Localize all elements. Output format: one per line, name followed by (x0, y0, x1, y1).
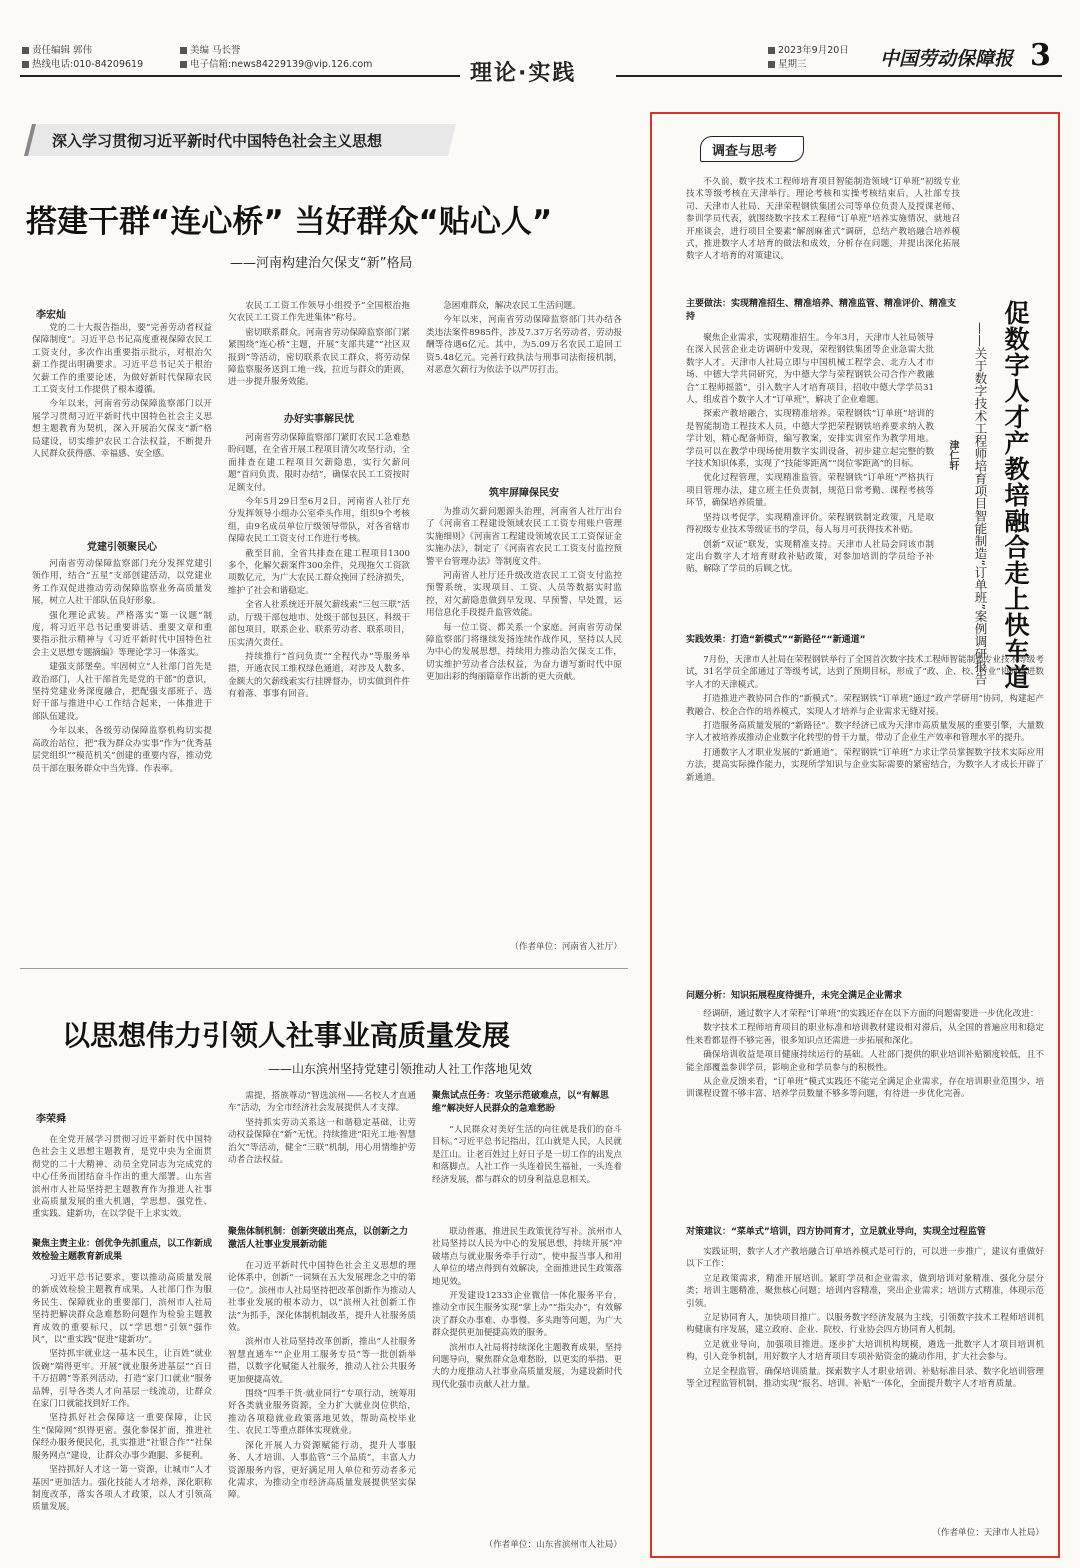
article3-section1-title: 主要做法：实现精准招生、精准培养、精准监管、精准评价、精准支持 (686, 299, 957, 322)
article2-col2-text: 需提，搭族尊动“智选滨州——名校人才直通车”活动，为全市经济社会发展提供人才支撑。 坚持抓实劳动关系这一和谐稳定基础，让劳动权益保障在“新”无忧。持续推进“阳光工地·智慧治欠”等活动，健全“三联”机制，用心用情维护劳动者合法权益。 (228, 1091, 416, 1166)
theme-banner-text: 深入学习贯彻习近平新时代中国特色社会主义思想 (52, 132, 383, 150)
masthead-mid (180, 44, 372, 72)
article2-author: 李荣舜 (36, 1114, 66, 1125)
article1-section3-title: 筑牢屏障保民安 (489, 488, 559, 499)
designer-line: 美编 马长誉 (180, 44, 372, 58)
article2-section1-title: 聚焦主责主业：创优争先抓重点，以工作新成效检验主题教育新成果 (32, 1239, 213, 1262)
masthead-date (768, 44, 849, 72)
article1-col1b-text: 河南省劳动保障监察部门充分发挥党建引领作用，结合“五星”支部创建活动，以党建业务工作双促进推动劳动保障监察业务高质量发展，树立人社干部队伍良好形象。 强化理论武装。严格落实“第一议题”制度，将习近平总书记重要讲话、重要文章和重要指示批示精神与《习近平新时代中国特色社会主义思想专题摘编》等理论学习一体落实。 建强支部堡垒。牢固树立“人社部门首先是政治部门，人社干部首先是党的干部”的意识，坚持党建业务深度融合，把配强支部班子、选好干部与推进中心工作结合起来，一体推进干部队伍建设。 今年以来，各级劳动保障监察机构切实提高政治站位，把“我为群众办实事”作为“优秀基层党组织”“模范机关”创建的重要内容，推动党员干部在服务群众中当先锋、作表率。 (32, 559, 212, 774)
square-bullet-icon (768, 47, 775, 54)
masthead-left (22, 44, 143, 72)
square-bullet-icon (22, 61, 29, 68)
section-title: 理论·实践 (470, 61, 577, 86)
article3-section2-title: 实践效果：打造“新模式”“新路径”“新通道” (686, 635, 866, 645)
article2-section3-title: 聚焦试点任务：攻坚示范破难点，以“有解思维”解决好人民群众的急难愁盼 (432, 1091, 609, 1114)
article3-headline: 促数字人才产教培融合走上快车道 (1001, 300, 1030, 690)
page-number: 3 (1030, 38, 1051, 73)
article3-section2-text: 7月份，天津市人社局在荣程钢铁举行了全国首次数字技术工程师智能制造专业技术等级考试，31名学员全部通过了等级考试，达到了预期目标，形成了“政、企、校、行业”协同推进数字人才的天津模式。 打造推进产教协同合作的“新模式”。荣程钢铁“订单班”通过“政产学研用”协同，构建起产教融合、校企合作的培养模式，实现人才培养与企业需求无缝对接。 打造服务高质量发展的“新路径”。数字经济已成为天津市高质量发展的重要引擎，大量数字人才被培养成推动企业数字化转型的骨干力量，带动了企业生产效率和管理水平的提升。 打通数字人才职业发展的“新通道”。荣程钢铁“订单班”力求让学员掌握数字技术实际应用方法，提高实际操作能力，实现所学知识与企业实际需要的紧密结合，为数字人才成长开辟了新通道。 (686, 655, 1044, 783)
article2-headline: 以思想伟力引领人社事业高质量发展 (62, 1019, 511, 1052)
square-bullet-icon (180, 61, 187, 68)
paper-name: 中国劳动保障报 (880, 48, 1014, 70)
article1-col2-text: 农民工工资工作领导小组授予“全国根治拖欠农民工工资工作先进集体”称号。 密切联系群众。河南省劳动保障监察部门紧紧围绕“连心桥”主题，开展“支部共建”“社区双报到”等活动，密切联系农民工群众，将劳动保障监察服务送到工地一线，拉近与群众的距离，进一步提升服务效能。 (228, 301, 410, 388)
masthead-rule-right (616, 75, 1062, 77)
article3-author: 津仁轩 (947, 440, 958, 470)
article1-section2-title: 办好实事解民忧 (284, 414, 354, 425)
article3-section3-title: 问题分析：知识拓展程度待提升，未完全满足企业需求 (686, 991, 903, 1001)
article2-credit: （作者单位：山东省滨州市人社局） (484, 1540, 622, 1550)
article1-col1-text: 党的二十大报告指出，要“完善劳动者权益保障制度”。习近平总书记高度重视保障农民工工资支付，多次作出重要指示批示，对根治欠薪工作提出明确要求。习近平总书记关于根治欠薪工作的重要论述，为做好新时代保障农民工工资支付工作提供了根本遵循。 今年以来，河南省劳动保障监察部门以开展学习贯彻习近平新时代中国特色社会主义思想主题教育为契机，深入开展治欠保支“新”格局建设，切实维护农民工合法权益，不断提升人民群众获得感、幸福感、安全感。 (32, 323, 212, 460)
weekday: 星期三 (778, 59, 807, 70)
square-bullet-icon (22, 47, 29, 54)
article1-col3b-text: 为推动欠薪问题源头治理，河南省人社厅出台了《河南省工程建设领域农民工工资专用账户管理实施细则》《河南省工程建设领域农民工工资保证金实施办法》，制定了《河南省农民工工资支付监控预警平台管理办法》等制度文件。 河南省人社厅还升级改造农民工工资支付监控预警系统，实现项目、工资、人员等数据实时监控，对欠薪隐患做到早发现、早预警、早处置，运用信息化手段提升监管效能。 每一位工资、都关系一个家庭。河南省劳动保障监察部门将继续发扬连续作战作风，坚持以人民为中心的发展思想，持续用力推动治欠保支工作，切实维护劳动者合法权益，为奋力谱写新时代中原更加出彩的绚丽篇章作出新的更大贡献。 (426, 507, 622, 683)
article2-col1-text: 在全党开展学习贯彻习近平新时代中国特色社会主义思想主题教育，是党中央为全面贯彻党的二十大精神、动员全党同志为完成党的中心任务而团结奋斗作出的重大部署。山东省滨州市人社局坚持把主题教育作为推进人社事业高质量发展的重大机遇，学思想、强党性、重实践、建新功，在以学促干上求实效。 (32, 1135, 212, 1220)
article1-headline: 搭建干群“连心桥” 当好群众“贴心人” (26, 204, 553, 240)
article2-col1b-text: 习近平总书记要求，要以推动高质量发展的新成效检验主题教育成果。人社部门作为服务民生、保障就业的重要部门，滨州市人社局坚持把解决群众急难愁盼问题作为检验主题教育成效的重要标尺，以“学思想”引领“强作风”，以“重实践”促进“建新功”。 坚持抓牢就业这一基本民生，让百姓“就业饭碗”端得更牢。开展“就业服务进基层”“百日千万招聘”等系列活动，打造“家门口就业”服务品牌，引导各类人才向基层一线流动，让群众在家门口就能找到好工作。 坚持抓好社会保障这一重要保障，让民生“保障网”织得更密。强化参保扩面，推进社保经办服务便民化，扎实推进“社银合作”“社保服务网点”建设，让群众办事少跑腿、多便利。 坚持抓好人才这一第一资源，让城市“人才基因”更加活力。强化技能人才培养，深化职称制度改革，落实各项人才政策，以人才引领高质量发展。 (32, 1273, 212, 1513)
article3-section3-text: 经调研，通过数字人才荣程“订单班”的实践还存在以下方面的问题需要进一步优化改进： 数字技术工程师培育项目的职业标准和培训教材建设相对滞后，从全国的普遍应用和稳定性来看都显得不够完善，很多知识点还需进一步拓展和深化。 确保培训收益是项目健康持续运行的基础。人社部门提供的职业培训补贴额度较低，且不能全部覆盖参训学员，影响企业和学员参与的积极性。 从企业反馈来看，“订单班”模式实践还不能完全满足企业需求，存在培训职业范围少、培训课程设置不够丰富、培养学员数量不够多等问题，有待进一步优化完善。 (686, 1009, 1044, 1100)
square-bullet-icon (180, 47, 187, 54)
article1-col3-text: 急困难群众，解决农民工生活问题。 今年以来，河南省劳动保障监察部门共办结各类违法案件8985件，涉及7.37万名劳动者，劳动报酬等待遇6亿元。其中，为5.09万名农民工追回工资5.48亿元。完善行政执法与刑事司法衔接机制，对恶意欠薪行为依法予以严厉打击。 (426, 301, 622, 376)
article1-section1-title: 党建引领聚民心 (87, 542, 157, 553)
article2-subhead: ——山东滨州坚持党建引领推动人社工作落地见效 (268, 1062, 533, 1076)
article1-subhead: ——河南构建治欠保支“新”格局 (230, 256, 413, 271)
article3-section4-text: 实践证明，数字人才产教培融合订单培养模式是可行的，可以进一步推广，建议有重做好以下工作： 立足政策需求，精准开展培训。紧盯学员和企业需求，做到培训对象精准、强化分层分类；培训主题精准，聚焦核心问题；培训内容精准，突出企业需求；培训方式精准，体现示范引领。 立足协同育人，加快项目推广。以服务数字经济发展为主线，引领数字技术工程师培训机构健康有序发展，建立政府、企业、院校、行业协会四方协同育人机制。 立足就业导向，加强项目推进。逐步扩大培训机构规模，遴选一批数字人才项目培训机构，引入竞争机制，用好数字人才培育项目专项补贴资金的撬动作用，扩大社会参与。 立足全程监管，确保培训质量。探索数字人才职业培训、补贴标准目录、数字化培训管理等全过程监管机制，推动实现“报名、培训、补贴”一体化，全面提升数字人才培育质量。 (686, 1247, 1044, 1390)
email-line: 电子信箱:news84229139@vip.126.com (180, 58, 372, 72)
article3-section4-title: 对策建议：“菜单式”培训，四方协同育才，立足就业导向，实现全过程监管 (686, 1227, 986, 1237)
article1-author: 李宏灿 (36, 310, 66, 321)
article3-tag: 调查与思考 (712, 144, 778, 159)
square-bullet-icon (768, 61, 775, 68)
article2-col3b-text: 联动普惠，推进民生政策优待写补。滨州市人社局坚持以人民为中心的发展思想，持续开展“冲破堵点与就业服务牵手行动”，使申报当事人和用人单位的堵点得到有效解决，全面推进民生政策落地见效。 开发建设12333企业微信一体化服务平台，推动全市民生服务实现“掌上办”“指尖办”，有效解决了群众办事难、办事慢、多头跑等问题，为广大群众提供更加便捷高效的服务。 滨州市人社局将持续深化主题教育成果，坚持问题导向，聚焦群众急难愁盼，以更实的举措、更大的力度推动人社事业高质量发展，为建设新时代现代化强市贡献人社力量。 (432, 1227, 622, 1390)
article3-credit: （作者单位：天津市人社局） (932, 1528, 1044, 1538)
article1-col2b-text: 河南省劳动保障监察部门紧盯农民工急难愁盼问题，在全省开展工程项目清欠攻坚行动，全面排查在建工程项目欠薪隐患，实行欠薪问题“首问负责、限时办结”，确保农民工工资按时足额支付。 今年5月29日至6月2日，河南省人社厅充分发挥领导小组办公室牵头作用，组织9个考核组，由9名成员单位厅级领导带队，对各省辖市保障农民工工资支付工作进行考核。 截至目前，全省共排查在建工程项目1300多个，化解欠薪案件300余件，兑现拖欠工资款项数亿元，为广大农民工群众挽回了经济损失，维护了社会和谐稳定。 全省人社系统还开展欠薪线索“三包三联”活动，厅级干部包地市、处级干部包县区、科级干部包项目，联系企业、联系劳动者、联系项目，压实清欠责任。 持续推行“首问负责”“全程代办”等服务举措，开通农民工维权绿色通道，对涉及人数多、金额大的欠薪线索实行挂牌督办，切实做到件件有着落、事事有回音。 (228, 433, 410, 700)
article2-col3-text: “人民群众对美好生活的向往就是我们的奋斗目标。”习近平总书记指出，江山就是人民，人民就是江山。让老百姓过上好日子是一切工作的出发点和落脚点。人社工作一头连着民生福祉，一头连着经济发展，都与群众的切身利益息息相关。 (432, 1125, 622, 1185)
article3-subhead: ——关于数字技术工程师培育项目智能制造“订单班”案例调研报告 (973, 322, 988, 685)
masthead-rule (20, 75, 460, 77)
article2-col2b-text: 在习近平新时代中国特色社会主义思想的理论体系中，创新“一词频在五大发展理念之中的第一位”。滨州市人社局坚持把改革创新作为推动人社事业发展的根本动力，以“滨州人社创新工作法”为抓手，深化体制机制改革，提升人社服务质效。 滨州市人社局坚持改革创新，推出“人社服务智慧直通车”“企业用工服务专员”等一批创新举措，以数字化赋能人社服务，推动人社公共服务更加便捷高效。 围绕“四季干货·就业同行”专项行动，统筹用好各类就业服务资源，全力扩大就业岗位供给，推动各项稳就业政策落地见效，帮助高校毕业生、农民工等重点群体实现就业。 深化开展人力资源赋能行动，提升人事服务、人才培训、人事监管“三个品质”，丰富人力资源服务内容，更好满足用人单位和劳动者多元化需求，为推动全市经济高质量发展提供坚实保障。 (228, 1261, 416, 1501)
editor-line: 责任编辑 郭伟 (22, 44, 143, 58)
article-divider (20, 968, 628, 969)
article3-intro-text: 不久前，数字技术工程师培育项目智能制造领域“订单班”初级专业技术等级考核在天津举行。理论考核和实操考核结束后，人社部专技司、天津市人社局、天津荣程钢铁集团公司等单位负责人及授课老师、参训学员代表，就围绕数字技术工程师“订单班”培养实施情况，就地召开座谈会，进行项目全要素“解剖麻雀式”调研，总结产教培融合培养模式，推进数字人才培育的做法和成效，分析存在问题，并提出深化拓展数字人才培育的对策建议。 (686, 177, 960, 262)
hotline-line: 热线电话:010-84209619 (22, 58, 143, 72)
article2-section2-title: 聚焦体制机制：创新突破出亮点，以创新之力激活人社事业发展新动能 (228, 1227, 409, 1250)
date: 2023年9月20日 (778, 45, 849, 56)
article3-section1-text: 聚焦企业需求，实现精准招生。今年3月，天津市人社局领导在深入民营企业走访调研中发现，荣程钢铁集团等企业急需大批数字人才。天津市人社局立即与中国机械工程学会、北方人才市场、中德大学共同研究，为中德大学与荣程钢铁公司合作产教融合“工程师摇篮”，引入数字人才培育项目，招收中德大学学员31人，组成首个数字人才“订单班”，解决了企业难题。 探索产教培融合，实现精准培养。荣程钢铁“订单班”培训的是智能制造工程技术人员，中德大学把荣程钢铁培养要求纳入教学计划，精心配备师资，编写教案，安排实训室作为教学用地。学员可以在教学中现场使用数字实训设备，初步建立起完整的数字技术知识体系，实现了“技能零距离”“岗位零距离”的目标。 优化过程管理，实现精准监管。荣程钢铁“订单班”严格执行项目管理办法，建立班主任负责制，规范日常考勤、课程考核等环节，确保培养质量。 坚持以考促学，实现精准评价。荣程钢铁制定政策，凡是取得初级专业技术等级证书的学员，每人每月可获得技术补贴。 创新“双证”联发，实现精准支持。天津市人社局会同该市制定出台数字人才培育财政补贴政策，对参加培训的学员给予补贴，解除了学员的后顾之忧。 (686, 333, 934, 575)
article1-credit: （作者单位：河南省人社厅） (510, 942, 622, 952)
